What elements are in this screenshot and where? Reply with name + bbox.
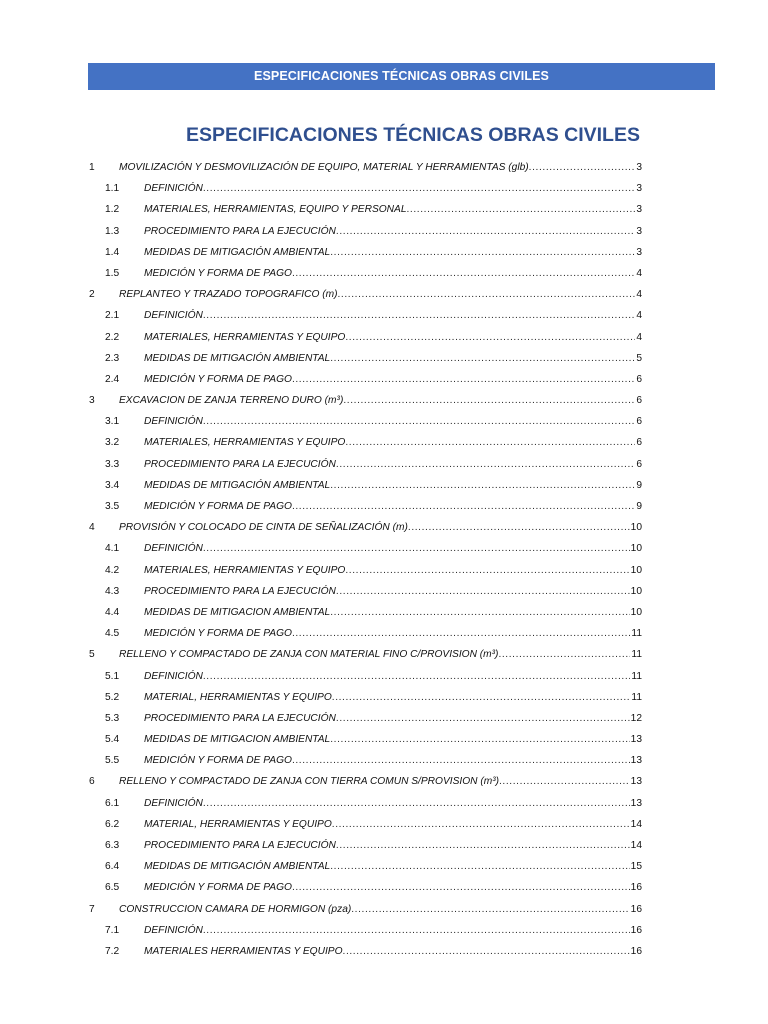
toc-entry-text [119,517,642,538]
toc-dot-leader [345,432,635,453]
toc-dot-leader [330,729,629,750]
toc-entry-label: MATERIAL, HERRAMIENTAS Y EQUIPO [144,691,332,703]
toc-entry-text [119,157,642,178]
toc-entry-text [144,835,642,856]
toc-dot-leader [330,475,635,496]
toc-entry-subsection[interactable] [88,750,642,771]
toc-entry-text [144,793,642,814]
toc-entry-label: PROCEDIMIENTO PARA LA EJECUCIÓN [144,225,336,237]
toc-entry-label: PROVISIÓN Y COLOCADO DE CINTA DE SEÑALIZACIÓN (m) [119,522,408,534]
toc-entry-number: 7.2 [105,945,120,957]
toc-entry-section[interactable] [88,390,642,411]
toc-entry-text [144,941,642,962]
toc-entry-label: MEDIDAS DE MITIGACION AMBIENTAL [144,606,331,618]
toc-dot-leader [336,581,630,602]
toc-entry-label: MATERIALES, HERRAMIENTAS Y EQUIPO [144,564,346,576]
toc-entry-number: 4 [89,522,95,534]
toc-entry-text [144,666,642,687]
toc-entry-page-number: 6 [636,458,642,470]
toc-entry-page-number: 4 [636,310,642,322]
toc-entry-number: 5.5 [105,755,120,767]
toc-entry-label: MEDICIÓN Y FORMA DE PAGO [144,373,292,385]
toc-entry-number: 1 [89,162,95,173]
toc-entry-page-number: 16 [630,945,642,957]
toc-entry-number: 5.1 [105,670,120,682]
toc-entry-subsection[interactable] [88,920,642,941]
toc-entry-text [144,454,642,475]
toc-entry-page-number: 3 [636,246,642,258]
toc-entry-subsection[interactable] [88,623,642,644]
toc-entry-subsection[interactable] [88,454,642,475]
toc-dot-leader [336,835,630,856]
toc-dot-leader [408,517,630,538]
toc-entry-label: MEDICIÓN Y FORMA DE PAGO [144,267,292,279]
toc-entry-subsection[interactable] [88,496,642,517]
toc-dot-leader [292,496,635,517]
toc-entry-page-number: 11 [631,628,642,640]
toc-entry-subsection[interactable] [88,666,642,687]
toc-dot-leader [529,157,636,178]
toc-entry-label: PROCEDIMIENTO PARA LA EJECUCIÓN [144,712,336,724]
toc-entry-text [119,899,642,920]
toc-dot-leader [343,941,630,962]
toc-entry-text [144,432,642,453]
toc-entry-page-number: 13 [630,797,642,809]
toc-entry-label: RELLENO Y COMPACTADO DE ZANJA CON TIERRA COMUN S/PROVISION (m³) [119,776,499,788]
toc-entry-number: 5.3 [105,712,120,724]
toc-entry-text [144,560,642,581]
toc-entry-page-number: 10 [630,522,642,534]
toc-entry-subsection[interactable] [88,327,642,348]
toc-dot-leader [203,920,630,941]
toc-entry-number: 1.3 [105,225,120,237]
toc-entry-number: 1.4 [105,246,120,258]
toc-dot-leader [338,284,636,305]
toc-entry-label: DEFINICIÓN [144,924,203,936]
toc-entry-number: 6.3 [105,840,120,851]
toc-entry-text [144,538,642,559]
toc-entry-page-number: 6 [636,437,642,449]
toc-entry-subsection[interactable] [88,793,642,814]
document-title: ESPECIFICACIONES TÉCNICAS OBRAS CIVILES [186,124,640,146]
toc-entry-page-number: 16 [630,903,642,915]
toc-entry-number: 2.4 [105,373,120,385]
toc-entry-subsection[interactable] [88,560,642,581]
toc-entry-text [144,411,642,432]
toc-entry-page-number: 16 [630,882,642,894]
toc-entry-page-number: 3 [636,204,642,216]
toc-entry-number: 3.5 [105,501,120,512]
toc-entry-subsection[interactable] [88,178,642,199]
toc-entry-text [119,644,642,665]
toc-dot-leader [292,877,630,898]
toc-dot-leader [292,623,630,644]
toc-entry-text [144,877,642,898]
toc-entry-page-number: 9 [636,479,642,491]
toc-entry-number: 1.1 [105,183,120,195]
toc-entry-section[interactable] [88,517,642,538]
toc-entry-label: MEDICIÓN Y FORMA DE PAGO [144,501,292,512]
toc-entry-text [144,369,642,390]
toc-entry-number: 3 [89,395,95,407]
toc-entry-text [119,390,642,411]
toc-entry-number: 4.5 [105,628,120,640]
toc-entry-section[interactable] [88,284,642,305]
toc-entry-page-number: 4 [636,289,642,301]
toc-entry-text [144,178,642,199]
toc-entry-text [144,623,642,644]
header-banner: ESPECIFICACIONES TÉCNICAS OBRAS CIVILES [88,63,715,90]
toc-entry-subsection[interactable] [88,602,642,623]
toc-dot-leader [351,899,629,920]
toc-entry-page-number: 4 [636,267,642,279]
toc-entry-label: DEFINICIÓN [144,797,203,809]
toc-entry-number: 2.2 [105,331,120,343]
toc-entry-subsection[interactable] [88,348,642,369]
toc-entry-label: MEDICIÓN Y FORMA DE PAGO [144,628,292,640]
toc-entry-number: 1.2 [105,204,120,216]
toc-dot-leader [345,327,635,348]
toc-entry-text [144,199,642,220]
toc-entry-text [144,242,642,263]
toc-entry-section[interactable] [88,899,642,920]
toc-entry-number: 4.3 [105,585,120,597]
toc-entry-label: EXCAVACION DE ZANJA TERRENO DURO (m³) [119,395,344,407]
toc-entry-number: 1.5 [105,267,120,279]
toc-entry-page-number: 3 [636,183,642,195]
toc-entry-page-number: 10 [630,543,642,555]
toc-entry-number: 3.3 [105,458,120,470]
toc-entry-subsection[interactable] [88,221,642,242]
toc-dot-leader [330,602,629,623]
toc-dot-leader [203,411,635,432]
toc-entry-number: 2 [89,289,95,301]
toc-entry-subsection[interactable] [88,814,642,835]
toc-entry-subsection[interactable] [88,263,642,284]
toc-entry-page-number: 14 [630,818,642,830]
toc-entry-label: MEDIDAS DE MITIGACIÓN AMBIENTAL [144,861,331,873]
toc-dot-leader [407,199,636,220]
toc-entry-text [119,771,642,792]
toc-entry-text [144,856,642,877]
toc-entry-label: MOVILIZACIÓN Y DESMOVILIZACIÓN DE EQUIPO, MATERIAL Y HERRAMIENTAS (glb) [119,162,529,173]
toc-entry-label: MEDIDAS DE MITIGACIÓN AMBIENTAL [144,246,331,258]
toc-entry-page-number: 15 [630,861,642,873]
toc-dot-leader [332,814,630,835]
toc-entry-page-number: 3 [636,225,642,237]
toc-entry-label: DEFINICIÓN [144,310,203,322]
toc-dot-leader [336,708,630,729]
toc-entry-label: DEFINICIÓN [144,416,203,428]
toc-dot-leader [345,560,629,581]
toc-entry-label: MATERIALES, HERRAMIENTAS, EQUIPO Y PERSONAL [144,204,407,216]
toc-entry-page-number: 16 [630,924,642,936]
toc-entry-label: PROCEDIMIENTO PARA LA EJECUCIÓN [144,458,336,470]
toc-entry-number: 6 [89,776,95,788]
toc-entry-page-number: 14 [630,840,642,851]
toc-entry-label: MATERIALES, HERRAMIENTAS Y EQUIPO [144,331,346,343]
toc-entry-number: 3.1 [105,416,120,428]
toc-entry-page-number: 6 [636,416,642,428]
toc-entry-text [144,920,642,941]
toc-entry-page-number: 11 [631,670,642,682]
toc-entry-number: 6.2 [105,818,120,830]
toc-dot-leader [330,856,629,877]
toc-entry-subsection[interactable] [88,475,642,496]
toc-dot-leader [292,750,630,771]
toc-entry-number: 4.2 [105,564,120,576]
toc-entry-label: PROCEDIMIENTO PARA LA EJECUCIÓN [144,585,336,597]
toc-entry-subsection[interactable] [88,411,642,432]
toc-entry-text [144,814,642,835]
toc-entry-subsection[interactable] [88,369,642,390]
toc-entry-label: MEDIDAS DE MITIGACION AMBIENTAL [144,734,331,746]
toc-entry-page-number: 6 [636,373,642,385]
toc-entry-section[interactable] [88,771,642,792]
toc-entry-subsection[interactable] [88,432,642,453]
toc-dot-leader [203,178,635,199]
toc-entry-number: 3.2 [105,437,120,449]
toc-entry-text [144,263,642,284]
toc-entry-page-number: 10 [630,585,642,597]
toc-dot-leader [499,771,630,792]
toc-entry-text [144,348,642,369]
toc-entry-number: 4.1 [105,543,120,555]
toc-entry-label: DEFINICIÓN [144,543,203,555]
toc-entry-label: MEDIDAS DE MITIGACIÓN AMBIENTAL [144,352,331,364]
toc-entry-number: 2.3 [105,352,120,364]
toc-entry-label: RELLENO Y COMPACTADO DE ZANJA CON MATERIAL FINO C/PROVISION (m³) [119,649,499,661]
toc-entry-subsection[interactable] [88,856,642,877]
toc-entry-subsection[interactable] [88,729,642,750]
toc-entry-text [144,729,642,750]
toc-entry-text [144,708,642,729]
toc-entry-number: 5 [89,649,95,661]
toc-entry-text [144,475,642,496]
toc-entry-subsection[interactable] [88,877,642,898]
toc-entry-page-number: 12 [630,712,642,724]
toc-entry-subsection[interactable] [88,538,642,559]
toc-dot-leader [336,221,635,242]
toc-entry-label: DEFINICIÓN [144,183,203,195]
toc-entry-subsection[interactable] [88,941,642,962]
table-of-contents [88,157,642,962]
toc-entry-page-number: 13 [630,776,642,788]
toc-entry-text [144,305,642,326]
toc-entry-page-number: 6 [636,395,642,407]
toc-entry-subsection[interactable] [88,835,642,856]
toc-entry-text [119,284,642,305]
toc-entry-page-number: 11 [631,649,642,661]
toc-dot-leader [203,666,631,687]
toc-entry-label: MATERIALES, HERRAMIENTAS Y EQUIPO [144,437,346,449]
toc-entry-section[interactable] [88,157,642,178]
toc-dot-leader [203,538,630,559]
toc-entry-page-number: 9 [636,501,642,512]
toc-entry-label: DEFINICIÓN [144,670,203,682]
toc-entry-section[interactable] [88,644,642,665]
toc-entry-label: MATERIAL, HERRAMIENTAS Y EQUIPO [144,818,332,830]
toc-entry-text [144,750,642,771]
toc-entry-page-number: 5 [636,352,642,364]
toc-entry-number: 4.4 [105,606,120,618]
toc-dot-leader [498,644,630,665]
toc-entry-label: MEDIDAS DE MITIGACIÓN AMBIENTAL [144,479,331,491]
toc-entry-page-number: 13 [630,755,642,767]
toc-entry-page-number: 4 [636,331,642,343]
toc-entry-number: 7 [89,903,95,915]
toc-entry-number: 6.4 [105,861,120,873]
toc-dot-leader [330,348,635,369]
toc-entry-label: REPLANTEO Y TRAZADO TOPOGRAFICO (m) [119,289,338,301]
toc-entry-label: MEDICIÓN Y FORMA DE PAGO [144,882,292,894]
toc-entry-label: MATERIALES HERRAMIENTAS Y EQUIPO [144,945,343,957]
toc-entry-text [144,221,642,242]
toc-entry-text [144,687,642,708]
toc-dot-leader [343,390,635,411]
toc-entry-number: 2.1 [105,310,120,322]
toc-dot-leader [203,305,635,326]
toc-entry-text [144,602,642,623]
toc-entry-number: 3.4 [105,479,120,491]
toc-entry-text [144,327,642,348]
toc-entry-number: 6.1 [105,797,120,809]
toc-entry-label: MEDICIÓN Y FORMA DE PAGO [144,755,292,767]
toc-entry-number: 5.4 [105,734,120,746]
toc-dot-leader [292,263,635,284]
toc-entry-number: 5.2 [105,691,120,703]
toc-entry-subsection[interactable] [88,305,642,326]
toc-dot-leader [332,687,631,708]
toc-entry-page-number: 3 [636,162,642,173]
toc-entry-subsection[interactable] [88,687,642,708]
toc-entry-text [144,581,642,602]
toc-dot-leader [336,454,635,475]
toc-entry-label: CONSTRUCCION CAMARA DE HORMIGON (pza) [119,903,352,915]
toc-entry-subsection[interactable] [88,581,642,602]
toc-dot-leader [330,242,635,263]
toc-entry-label: PROCEDIMIENTO PARA LA EJECUCIÓN [144,840,336,851]
toc-dot-leader [292,369,635,390]
toc-entry-text [144,496,642,517]
toc-entry-page-number: 10 [630,564,642,576]
toc-entry-subsection[interactable] [88,242,642,263]
toc-dot-leader [203,793,630,814]
toc-entry-page-number: 10 [630,606,642,618]
toc-entry-number: 7.1 [105,924,120,936]
toc-entry-subsection[interactable] [88,199,642,220]
toc-entry-subsection[interactable] [88,708,642,729]
toc-entry-page-number: 11 [631,691,642,703]
toc-entry-page-number: 13 [630,734,642,746]
toc-entry-number: 6.5 [105,882,120,894]
